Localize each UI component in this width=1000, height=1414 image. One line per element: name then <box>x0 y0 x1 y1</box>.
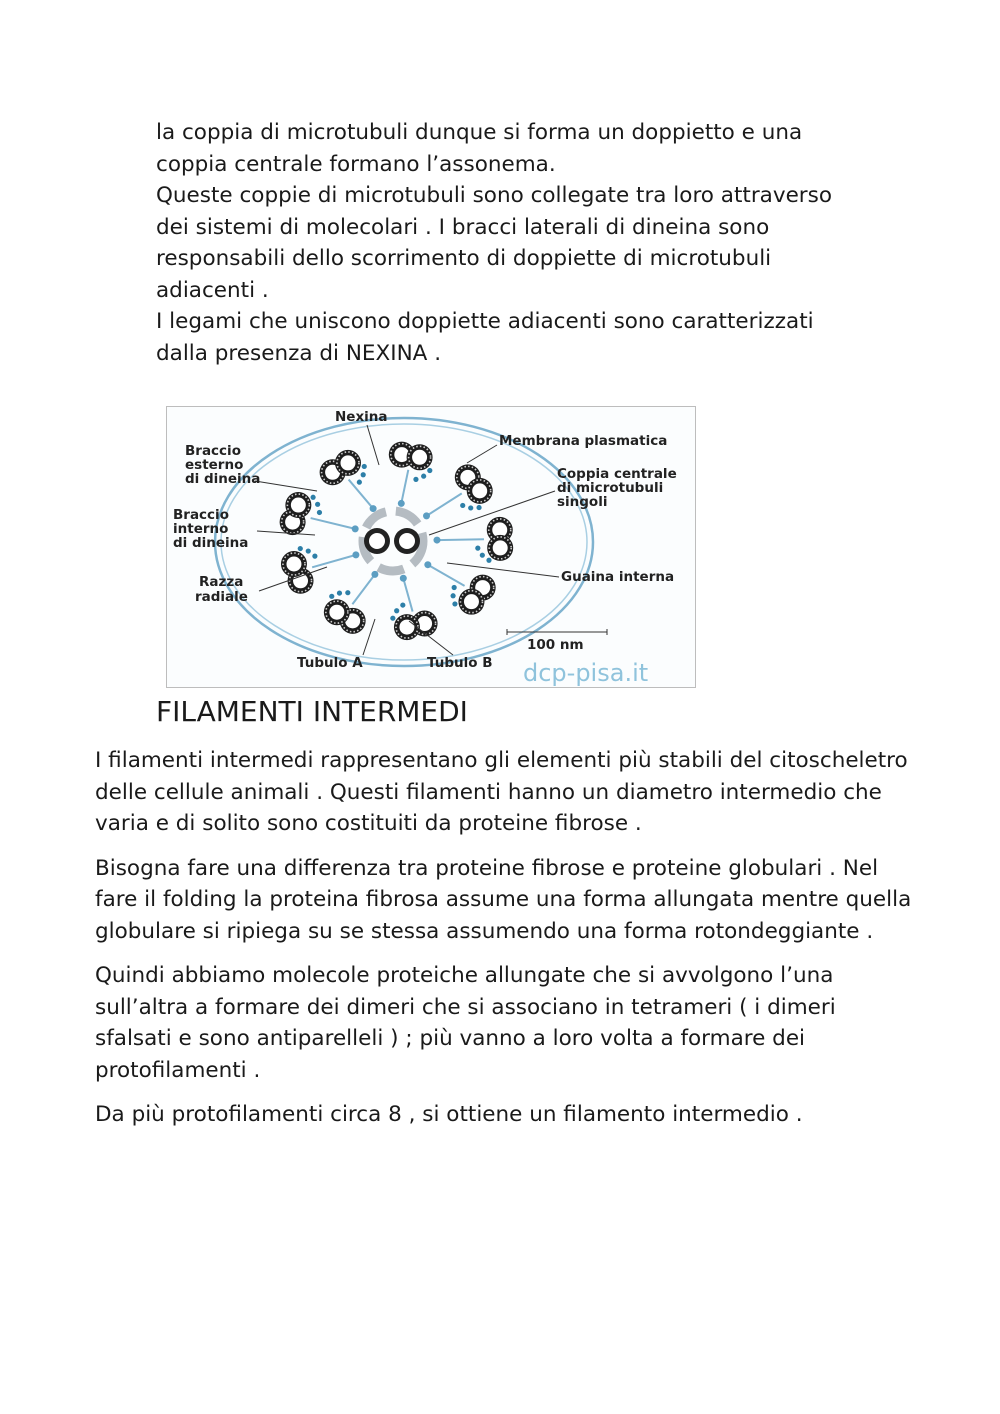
microtubule-doublet <box>389 442 433 507</box>
label-braccio-interno-3: di dineina <box>173 535 249 551</box>
label-guaina: Guaina interna <box>561 569 675 585</box>
label-coppia-centrale-3: singoli <box>557 494 608 510</box>
label-tubulo-a: Tubulo A <box>297 655 363 671</box>
label-nexina: Nexina <box>335 409 388 425</box>
intro-line: I legami che uniscono doppiette adiacenti sono caratterizzati <box>156 309 814 334</box>
body-text <box>95 745 915 1144</box>
paragraph: Bisogna fare una differenza tra proteine fibrose e proteine globulari . Nel fare il folding la proteina fibrosa assume una forma allungata mentre quella globulare si ripiega su se stessa assumendo una forma rotondeggiante . <box>95 855 912 944</box>
label-coppia-centrale-2: di microtubuli <box>557 480 664 496</box>
intro-line: responsabili dello scorrimento di doppiette di microtubuli <box>156 246 772 271</box>
label-membrana: Membrana plasmatica <box>499 433 668 449</box>
intro-line: coppia centrale formano l’assonema. <box>156 151 556 177</box>
label-razza-1: Razza <box>199 574 244 590</box>
intro-line: Queste coppie di microtubuli sono collegate tra loro attraverso <box>156 183 832 208</box>
microtubule-doublet <box>280 492 359 535</box>
label-coppia-centrale-1: Coppia centrale <box>557 466 677 482</box>
microtubule-doublet <box>390 575 437 640</box>
intro-line: la coppia di microtubuli dunque si forma un doppietto e una <box>156 120 803 145</box>
label-braccio-esterno-3: di dineina <box>185 471 261 487</box>
section-heading: FILAMENTI INTERMEDI <box>156 695 468 728</box>
intro-line: dei sistemi di molecolari . I bracci laterali di dineina sono <box>156 214 770 240</box>
label-braccio-esterno-2: esterno <box>185 457 244 473</box>
label-braccio-esterno-1: Braccio <box>185 443 241 459</box>
label-braccio-interno-1: Braccio <box>173 507 229 523</box>
axoneme-diagram <box>166 406 696 688</box>
microtubule-doublet <box>320 450 377 512</box>
intro-line: dalla presenza di NEXINA . <box>156 340 442 366</box>
microtubule-doublet <box>423 464 493 519</box>
microtubule-doublet <box>433 517 513 563</box>
paragraph: Da più protofilamenti circa 8 , si ottiene un filamento intermedio . <box>95 1102 803 1127</box>
paragraph: Quindi abbiamo molecole proteiche allungate che si avvolgono l’una sull’altra a formare dei dimeri che si associano in tetrameri ( i dimeri sfalsati e sono antiparelleli ) ; più vanno a loro volta a formare dei protofilamenti . <box>95 963 836 1083</box>
label-scale: 100 nm <box>527 637 584 653</box>
intro-text <box>156 117 916 369</box>
microtubule-doublet <box>324 571 379 634</box>
central-pair <box>364 528 420 554</box>
watermark: dcp-pisa.it <box>523 659 649 687</box>
label-tubulo-b: Tubulo B <box>427 655 493 671</box>
label-razza-2: radiale <box>195 589 248 605</box>
label-braccio-interno-2: interno <box>173 521 229 537</box>
intro-line: adiacenti . <box>156 277 269 303</box>
paragraph: I filamenti intermedi rappresentano gli elementi più stabili del citoscheletro delle cellule animali . Questi filamenti hanno un diametro intermedio che varia e di solito sono costituiti da proteine fibrose . <box>95 748 908 836</box>
microtubule-doublet <box>424 561 495 614</box>
